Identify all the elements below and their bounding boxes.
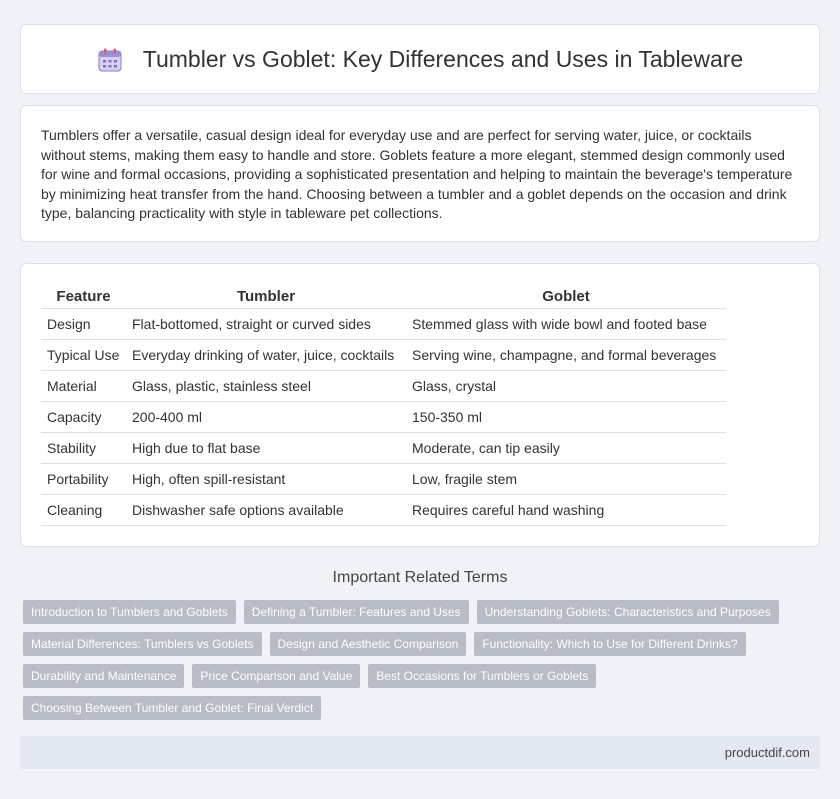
- goblet-cell: Requires careful hand washing: [406, 494, 726, 525]
- goblet-cell: Serving wine, champagne, and formal beverages: [406, 339, 726, 370]
- tag-row: [23, 600, 823, 624]
- table-row: [41, 339, 726, 370]
- footer-site-link[interactable]: productdif.com: [724, 745, 810, 760]
- table-row: [41, 463, 726, 494]
- table-row: [41, 370, 726, 401]
- tumbler-cell: High, often spill-resistant: [126, 463, 406, 494]
- feature-cell: Portability: [41, 463, 126, 494]
- calendar-icon: [97, 47, 123, 73]
- tumbler-cell: Glass, plastic, stainless steel: [126, 370, 406, 401]
- tumbler-cell: Everyday drinking of water, juice, cocktails: [126, 339, 406, 370]
- tumbler-cell: Flat-bottomed, straight or curved sides: [126, 308, 406, 339]
- related-terms-title: Important Related Terms: [332, 569, 508, 586]
- feature-cell: Material: [41, 370, 126, 401]
- related-term-link[interactable]: Understanding Goblets: Characteristics and Purposes: [477, 600, 779, 624]
- footer: [20, 736, 820, 769]
- table-row: [41, 401, 726, 432]
- feature-cell: Cleaning: [41, 494, 126, 525]
- goblet-cell: Glass, crystal: [406, 370, 726, 401]
- tag-row: [23, 632, 823, 656]
- header-card: [20, 24, 820, 94]
- tumbler-cell: Dishwasher safe options available: [126, 494, 406, 525]
- table-row: [41, 432, 726, 463]
- feature-cell: Capacity: [41, 401, 126, 432]
- related-term-link[interactable]: Defining a Tumbler: Features and Uses: [244, 600, 469, 624]
- intro-paragraph: Tumblers offer a versatile, casual design ideal for everyday use and are perfect for serving water, juice, or cocktails without stems, making them easy to handle and store. Goblets feature a more elegant, stemmed design commonly used for wine and formal occasions, providing a sophisticated presentation and helping to maintain the beverage's temperature by minimizing heat transfer from the hand. Choosing between a tumbler and a goblet depends on the occasion and drink type, balancing practicality with style in tableware pet collections.: [41, 127, 793, 221]
- comparison-table-card: [20, 263, 820, 547]
- related-term-link[interactable]: Introduction to Tumblers and Goblets: [23, 600, 236, 624]
- related-term-link[interactable]: Functionality: Which to Use for Different Drinks?: [474, 632, 745, 656]
- header-feature: Feature: [41, 284, 126, 308]
- tumbler-cell: 200-400 ml: [126, 401, 406, 432]
- feature-cell: Design: [41, 308, 126, 339]
- related-terms-list: [23, 600, 823, 728]
- header-goblet: Goblet: [406, 284, 726, 308]
- feature-cell: Stability: [41, 432, 126, 463]
- tag-row: [23, 664, 823, 688]
- tag-row: [23, 696, 823, 720]
- goblet-cell: Moderate, can tip easily: [406, 432, 726, 463]
- table-row: [41, 308, 726, 339]
- tumbler-cell: High due to flat base: [126, 432, 406, 463]
- page-title: Tumbler vs Goblet: Key Differences and Uses in Tableware: [142, 45, 744, 72]
- table-header-row: [41, 284, 726, 308]
- related-term-link[interactable]: Design and Aesthetic Comparison: [270, 632, 467, 656]
- goblet-cell: 150-350 ml: [406, 401, 726, 432]
- related-term-link[interactable]: Durability and Maintenance: [23, 664, 184, 688]
- goblet-cell: Low, fragile stem: [406, 463, 726, 494]
- related-term-link[interactable]: Choosing Between Tumbler and Goblet: Final Verdict: [23, 696, 321, 720]
- related-term-link[interactable]: Material Differences: Tumblers vs Goblets: [23, 632, 262, 656]
- goblet-cell: Stemmed glass with wide bowl and footed base: [406, 308, 726, 339]
- comparison-table: [41, 284, 726, 526]
- feature-cell: Typical Use: [41, 339, 126, 370]
- table-row: [41, 494, 726, 525]
- header-tumbler: Tumbler: [126, 284, 406, 308]
- related-term-link[interactable]: Price Comparison and Value: [192, 664, 360, 688]
- intro-card: [20, 105, 820, 242]
- related-term-link[interactable]: Best Occasions for Tumblers or Goblets: [368, 664, 596, 688]
